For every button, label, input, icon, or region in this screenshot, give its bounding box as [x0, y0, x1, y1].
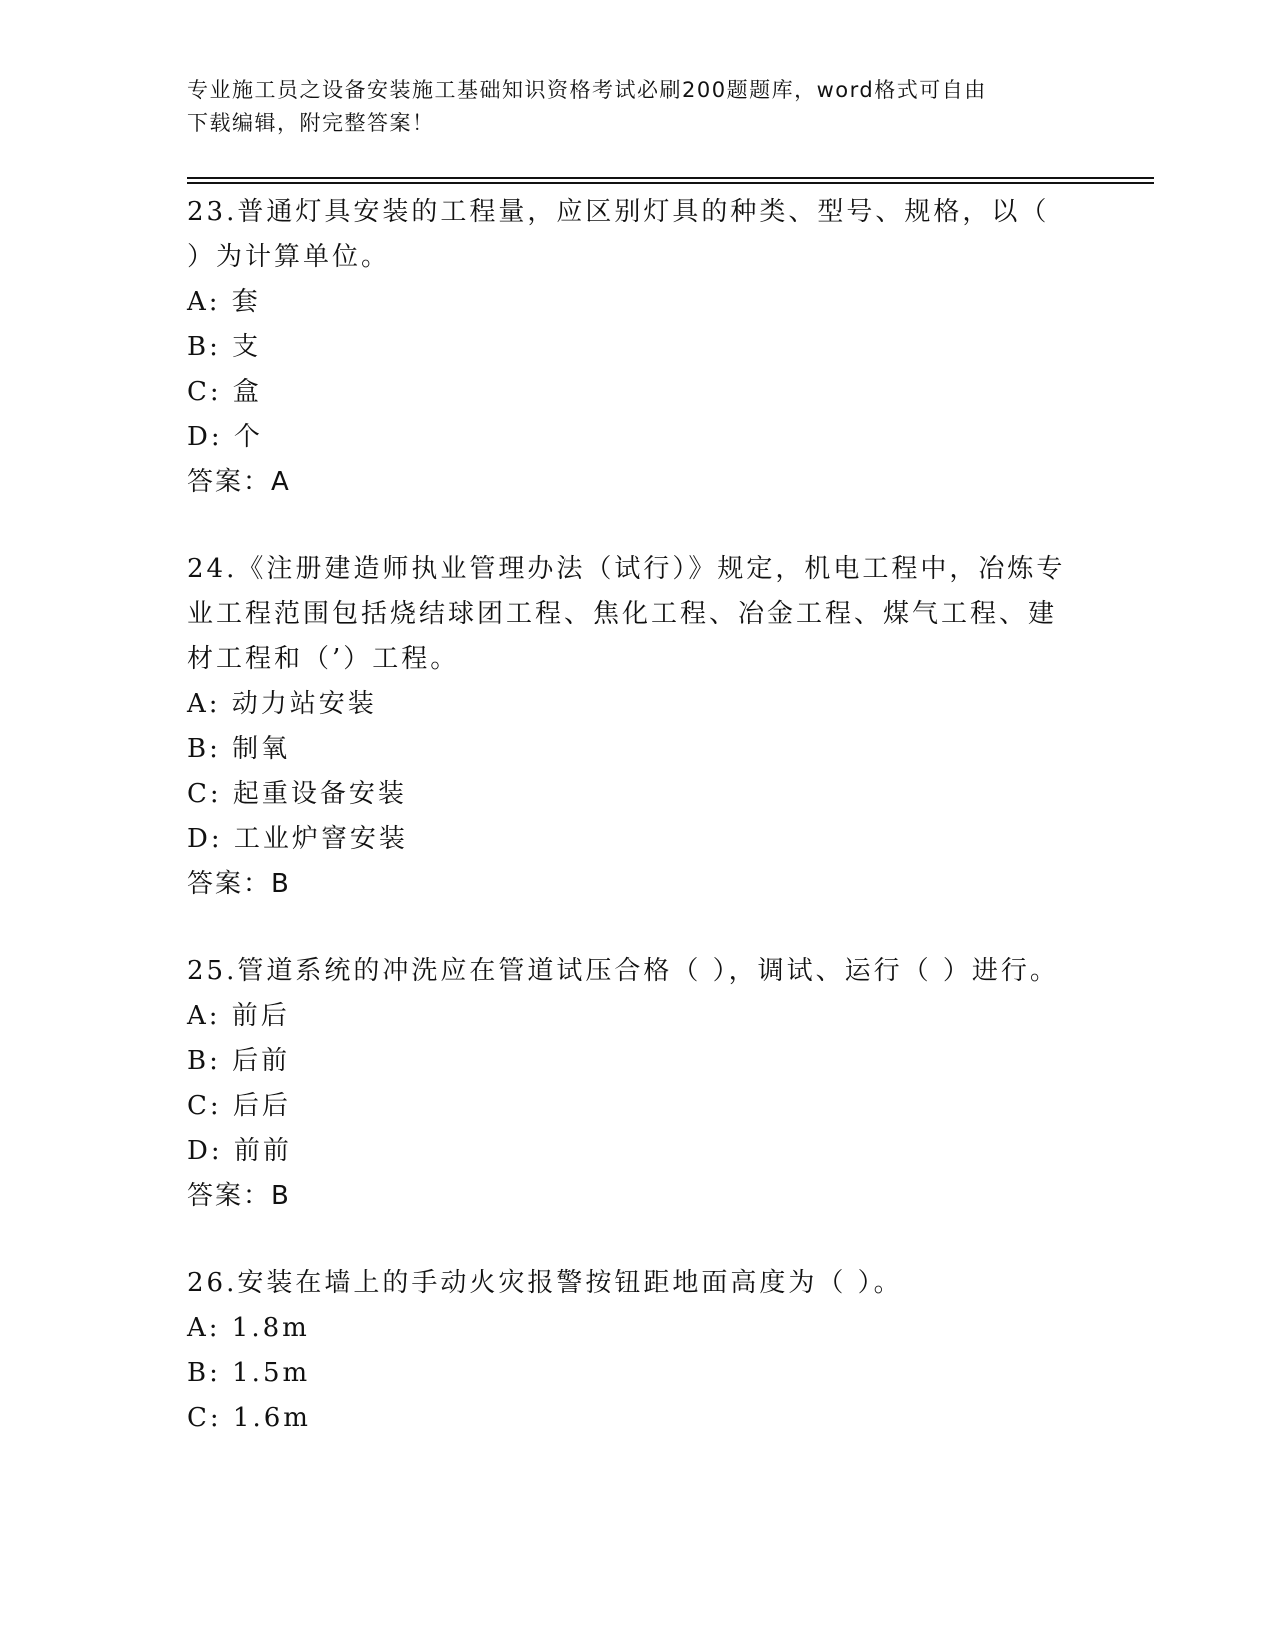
header-title-line-1: 专业施工员之设备安装施工基础知识资格考试必刷200题题库，word格式可自由 [187, 78, 987, 102]
option-a: A: 动力站安装 [187, 689, 377, 719]
question-list [187, 190, 1087, 1441]
option-b: B: 支 [187, 332, 262, 362]
question-stem-line: 24.《注册建造师执业管理办法（试行）》规定，机电工程中，冶炼专 [187, 554, 1066, 584]
question-stem-line: 26.安装在墙上的手动火灾报警按钮距地面高度为（ ）。 [187, 1268, 903, 1298]
header-title-line-2: 下载编辑，附完整答案！ [187, 111, 435, 135]
option-d: D: 前前 [187, 1136, 292, 1166]
option-b: B: 后前 [187, 1046, 291, 1076]
question-stem-line: 材工程和（’）工程。 [187, 644, 460, 674]
question-25 [187, 949, 1087, 1219]
question-stem-line: 23.普通灯具安装的工程量，应区别灯具的种类、型号、规格，以（ [187, 197, 1050, 227]
option-d: D: 个 [187, 422, 263, 452]
option-b: B: 1.5m [187, 1358, 311, 1388]
answer-text: 答案：B [187, 869, 291, 899]
header-divider-bottom [187, 182, 1154, 184]
question-stem [187, 190, 1087, 280]
option-a: A: 前后 [187, 1001, 290, 1031]
answer-text: 答案：B [187, 1181, 291, 1211]
option-a: A: 套 [187, 287, 261, 317]
option-a: A: 1.8m [187, 1313, 310, 1343]
option-b: B: 制氧 [187, 734, 291, 764]
question-26 [187, 1261, 1087, 1441]
question-stem [187, 949, 1087, 994]
question-stem [187, 1261, 1087, 1306]
document-header [187, 74, 1087, 140]
option-c: C: 起重设备安装 [187, 779, 407, 809]
question-24 [187, 547, 1087, 907]
option-d: D: 工业炉窨安装 [187, 824, 408, 854]
option-c: C: 1.6m [187, 1403, 311, 1433]
question-23 [187, 190, 1087, 505]
question-stem-line: 业工程范围包括烧结球团工程、焦化工程、冶金工程、煤气工程、建 [187, 599, 1058, 629]
option-c: C: 盒 [187, 377, 262, 407]
question-stem [187, 547, 1087, 682]
question-stem-line: 25.管道系统的冲洗应在管道试压合格（ ），调试、运行（ ）进行。 [187, 956, 1059, 986]
answer-text: 答案：A [187, 467, 291, 497]
question-stem-line: ）为计算单位。 [187, 242, 391, 272]
header-divider-top [187, 177, 1154, 179]
option-c: C: 后后 [187, 1091, 291, 1121]
